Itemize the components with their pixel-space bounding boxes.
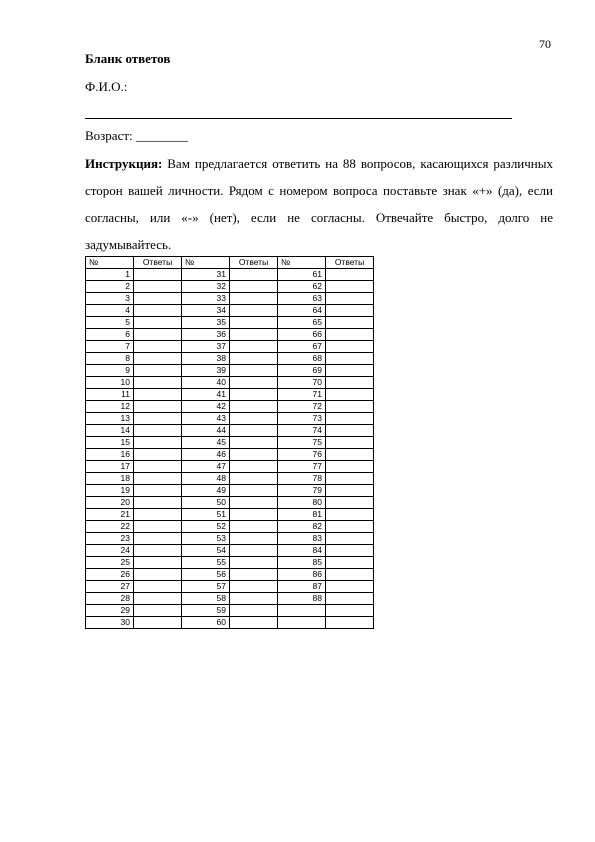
question-number: 12 xyxy=(86,401,134,413)
question-number: 31 xyxy=(182,269,230,281)
answer-cell[interactable] xyxy=(326,449,374,461)
question-number: 21 xyxy=(86,509,134,521)
question-number: 35 xyxy=(182,317,230,329)
answer-cell[interactable] xyxy=(134,593,182,605)
question-number: 28 xyxy=(86,593,134,605)
answer-cell[interactable] xyxy=(326,353,374,365)
header-number-1: № xyxy=(86,257,134,269)
question-number: 27 xyxy=(86,581,134,593)
table-row xyxy=(86,581,374,593)
question-number: 3 xyxy=(86,293,134,305)
table-row xyxy=(86,533,374,545)
question-number: 72 xyxy=(278,401,326,413)
answer-cell[interactable] xyxy=(134,365,182,377)
answer-cell[interactable] xyxy=(134,353,182,365)
question-number: 36 xyxy=(182,329,230,341)
question-number: 78 xyxy=(278,473,326,485)
question-number: 68 xyxy=(278,353,326,365)
answer-cell[interactable] xyxy=(230,293,278,305)
answer-cell[interactable] xyxy=(134,473,182,485)
question-number xyxy=(278,617,326,629)
answer-cell[interactable] xyxy=(326,581,374,593)
header-answers-1: Ответы xyxy=(134,257,182,269)
question-number: 88 xyxy=(278,593,326,605)
answer-cell[interactable] xyxy=(134,533,182,545)
answer-cell[interactable] xyxy=(326,389,374,401)
table-row xyxy=(86,413,374,425)
table-row xyxy=(86,545,374,557)
table-row xyxy=(86,449,374,461)
question-number: 69 xyxy=(278,365,326,377)
instruction-label: Инструкция: xyxy=(85,156,163,171)
question-number: 43 xyxy=(182,413,230,425)
answer-cell[interactable] xyxy=(230,581,278,593)
answer-cell[interactable] xyxy=(134,401,182,413)
question-number: 1 xyxy=(86,269,134,281)
header-answers-2: Ответы xyxy=(230,257,278,269)
page-number: 70 xyxy=(539,37,551,51)
fio-label: Ф.И.О.: xyxy=(85,79,128,94)
answer-table xyxy=(85,256,374,629)
answer-cell[interactable] xyxy=(134,293,182,305)
answer-cell[interactable] xyxy=(134,413,182,425)
instruction-paragraph xyxy=(85,150,553,258)
answer-cell[interactable] xyxy=(326,293,374,305)
table-row xyxy=(86,389,374,401)
answer-cell[interactable] xyxy=(230,365,278,377)
table-row xyxy=(86,401,374,413)
question-number: 39 xyxy=(182,365,230,377)
question-number: 85 xyxy=(278,557,326,569)
answer-cell[interactable] xyxy=(230,461,278,473)
question-number: 55 xyxy=(182,557,230,569)
answer-cell[interactable] xyxy=(326,605,374,617)
question-number: 29 xyxy=(86,605,134,617)
question-number: 87 xyxy=(278,581,326,593)
table-row xyxy=(86,497,374,509)
table-row xyxy=(86,437,374,449)
question-number: 63 xyxy=(278,293,326,305)
question-number: 23 xyxy=(86,533,134,545)
answer-cell[interactable] xyxy=(230,353,278,365)
answer-cell[interactable] xyxy=(326,545,374,557)
answer-cell[interactable] xyxy=(230,317,278,329)
answer-table-header xyxy=(86,257,374,269)
question-number: 64 xyxy=(278,305,326,317)
answer-cell[interactable] xyxy=(134,269,182,281)
question-number: 34 xyxy=(182,305,230,317)
question-number: 73 xyxy=(278,413,326,425)
question-number: 10 xyxy=(86,377,134,389)
question-number: 13 xyxy=(86,413,134,425)
table-row xyxy=(86,485,374,497)
answer-cell[interactable] xyxy=(326,413,374,425)
question-number: 80 xyxy=(278,497,326,509)
answer-cell[interactable] xyxy=(134,485,182,497)
table-row xyxy=(86,617,374,629)
answer-cell[interactable] xyxy=(326,569,374,581)
answer-cell[interactable] xyxy=(134,389,182,401)
question-number: 84 xyxy=(278,545,326,557)
table-row xyxy=(86,605,374,617)
table-row xyxy=(86,281,374,293)
table-row xyxy=(86,341,374,353)
answer-cell[interactable] xyxy=(134,305,182,317)
table-row xyxy=(86,269,374,281)
table-row xyxy=(86,377,374,389)
answer-cell[interactable] xyxy=(134,425,182,437)
question-number: 44 xyxy=(182,425,230,437)
question-number: 40 xyxy=(182,377,230,389)
form-title: Бланк ответов xyxy=(85,51,171,66)
question-number: 48 xyxy=(182,473,230,485)
question-number: 86 xyxy=(278,569,326,581)
question-number: 51 xyxy=(182,509,230,521)
answer-cell[interactable] xyxy=(326,377,374,389)
answer-cell[interactable] xyxy=(230,617,278,629)
answer-cell[interactable] xyxy=(326,509,374,521)
question-number: 81 xyxy=(278,509,326,521)
answer-cell[interactable] xyxy=(134,605,182,617)
table-row xyxy=(86,293,374,305)
answer-cell[interactable] xyxy=(326,329,374,341)
answer-cell[interactable] xyxy=(326,473,374,485)
question-number: 42 xyxy=(182,401,230,413)
age-label: Возраст: ________ xyxy=(85,128,188,143)
question-number: 11 xyxy=(86,389,134,401)
answer-cell[interactable] xyxy=(230,341,278,353)
question-number: 74 xyxy=(278,425,326,437)
question-number: 25 xyxy=(86,557,134,569)
table-row xyxy=(86,329,374,341)
header-number-2: № xyxy=(182,257,230,269)
answer-table-body xyxy=(86,269,374,629)
fio-underline xyxy=(85,118,512,119)
question-number: 71 xyxy=(278,389,326,401)
answer-cell[interactable] xyxy=(326,557,374,569)
answer-cell[interactable] xyxy=(134,617,182,629)
answer-cell[interactable] xyxy=(134,545,182,557)
answer-cell[interactable] xyxy=(134,569,182,581)
question-number: 9 xyxy=(86,365,134,377)
question-number: 32 xyxy=(182,281,230,293)
question-number: 57 xyxy=(182,581,230,593)
answer-cell[interactable] xyxy=(230,413,278,425)
answer-cell[interactable] xyxy=(326,461,374,473)
answer-cell[interactable] xyxy=(134,329,182,341)
answer-cell[interactable] xyxy=(230,401,278,413)
answer-cell[interactable] xyxy=(230,473,278,485)
question-number: 67 xyxy=(278,341,326,353)
answer-cell[interactable] xyxy=(230,329,278,341)
answer-cell[interactable] xyxy=(230,533,278,545)
answer-cell[interactable] xyxy=(326,365,374,377)
question-number: 46 xyxy=(182,449,230,461)
question-number: 61 xyxy=(278,269,326,281)
table-row xyxy=(86,521,374,533)
answer-cell[interactable] xyxy=(326,497,374,509)
question-number: 14 xyxy=(86,425,134,437)
answer-cell[interactable] xyxy=(134,581,182,593)
question-number: 26 xyxy=(86,569,134,581)
answer-cell[interactable] xyxy=(230,545,278,557)
question-number: 20 xyxy=(86,497,134,509)
answer-cell[interactable] xyxy=(230,485,278,497)
question-number: 6 xyxy=(86,329,134,341)
answer-cell[interactable] xyxy=(326,437,374,449)
table-row xyxy=(86,473,374,485)
answer-cell[interactable] xyxy=(230,605,278,617)
question-number: 52 xyxy=(182,521,230,533)
question-number: 33 xyxy=(182,293,230,305)
answer-cell[interactable] xyxy=(134,377,182,389)
answer-cell[interactable] xyxy=(134,521,182,533)
answer-cell[interactable] xyxy=(134,557,182,569)
answer-cell[interactable] xyxy=(230,281,278,293)
question-number: 56 xyxy=(182,569,230,581)
answer-cell[interactable] xyxy=(134,317,182,329)
answer-cell[interactable] xyxy=(134,461,182,473)
answer-cell[interactable] xyxy=(326,617,374,629)
answer-cell[interactable] xyxy=(230,521,278,533)
table-row xyxy=(86,305,374,317)
question-number: 62 xyxy=(278,281,326,293)
answer-cell[interactable] xyxy=(230,557,278,569)
question-number: 54 xyxy=(182,545,230,557)
question-number: 49 xyxy=(182,485,230,497)
question-number: 77 xyxy=(278,461,326,473)
table-row xyxy=(86,365,374,377)
answer-cell[interactable] xyxy=(230,497,278,509)
answer-cell[interactable] xyxy=(134,509,182,521)
question-number: 37 xyxy=(182,341,230,353)
question-number: 30 xyxy=(86,617,134,629)
question-number: 83 xyxy=(278,533,326,545)
table-row xyxy=(86,353,374,365)
question-number: 75 xyxy=(278,437,326,449)
answer-cell[interactable] xyxy=(230,437,278,449)
table-row xyxy=(86,569,374,581)
answer-cell[interactable] xyxy=(134,449,182,461)
answer-cell[interactable] xyxy=(230,509,278,521)
answer-cell[interactable] xyxy=(134,281,182,293)
question-number: 53 xyxy=(182,533,230,545)
table-row xyxy=(86,461,374,473)
table-row xyxy=(86,557,374,569)
question-number: 24 xyxy=(86,545,134,557)
question-number: 18 xyxy=(86,473,134,485)
question-number: 79 xyxy=(278,485,326,497)
answer-cell[interactable] xyxy=(230,425,278,437)
question-number xyxy=(278,605,326,617)
question-number: 50 xyxy=(182,497,230,509)
question-number: 2 xyxy=(86,281,134,293)
answer-cell[interactable] xyxy=(230,569,278,581)
answer-cell[interactable] xyxy=(326,593,374,605)
answer-cell[interactable] xyxy=(230,269,278,281)
question-number: 16 xyxy=(86,449,134,461)
question-number: 59 xyxy=(182,605,230,617)
answer-cell[interactable] xyxy=(326,521,374,533)
question-number: 65 xyxy=(278,317,326,329)
answer-cell[interactable] xyxy=(326,317,374,329)
question-number: 76 xyxy=(278,449,326,461)
answer-cell[interactable] xyxy=(326,305,374,317)
table-row xyxy=(86,317,374,329)
header-answers-3: Ответы xyxy=(326,257,374,269)
header-number-3: № xyxy=(278,257,326,269)
question-number: 58 xyxy=(182,593,230,605)
answer-cell[interactable] xyxy=(230,593,278,605)
question-number: 82 xyxy=(278,521,326,533)
question-number: 17 xyxy=(86,461,134,473)
question-number: 7 xyxy=(86,341,134,353)
answer-cell[interactable] xyxy=(326,281,374,293)
answer-cell[interactable] xyxy=(326,533,374,545)
answer-cell[interactable] xyxy=(230,449,278,461)
question-number: 45 xyxy=(182,437,230,449)
answer-cell[interactable] xyxy=(230,305,278,317)
question-number: 70 xyxy=(278,377,326,389)
answer-cell[interactable] xyxy=(326,401,374,413)
table-row xyxy=(86,425,374,437)
answer-cell[interactable] xyxy=(326,425,374,437)
answer-cell[interactable] xyxy=(230,389,278,401)
answer-cell[interactable] xyxy=(134,437,182,449)
table-row xyxy=(86,509,374,521)
question-number: 47 xyxy=(182,461,230,473)
question-number: 60 xyxy=(182,617,230,629)
answer-cell[interactable] xyxy=(326,269,374,281)
question-number: 4 xyxy=(86,305,134,317)
question-number: 41 xyxy=(182,389,230,401)
question-number: 22 xyxy=(86,521,134,533)
answer-cell[interactable] xyxy=(326,341,374,353)
table-row xyxy=(86,593,374,605)
answer-cell[interactable] xyxy=(134,341,182,353)
question-number: 15 xyxy=(86,437,134,449)
instruction-text: Вам предлагается ответить на 88 вопросов, касающихся различных сторон вашей личности. Рядом с номером вопроса поставьте знак «+» (да), если согласны, или «-» (нет), если не согласны. Отвечайте быстро, долго не задумывайтесь. xyxy=(85,156,553,252)
question-number: 38 xyxy=(182,353,230,365)
answer-cell[interactable] xyxy=(134,497,182,509)
question-number: 19 xyxy=(86,485,134,497)
answer-cell[interactable] xyxy=(230,377,278,389)
answer-cell[interactable] xyxy=(326,485,374,497)
question-number: 66 xyxy=(278,329,326,341)
question-number: 8 xyxy=(86,353,134,365)
question-number: 5 xyxy=(86,317,134,329)
